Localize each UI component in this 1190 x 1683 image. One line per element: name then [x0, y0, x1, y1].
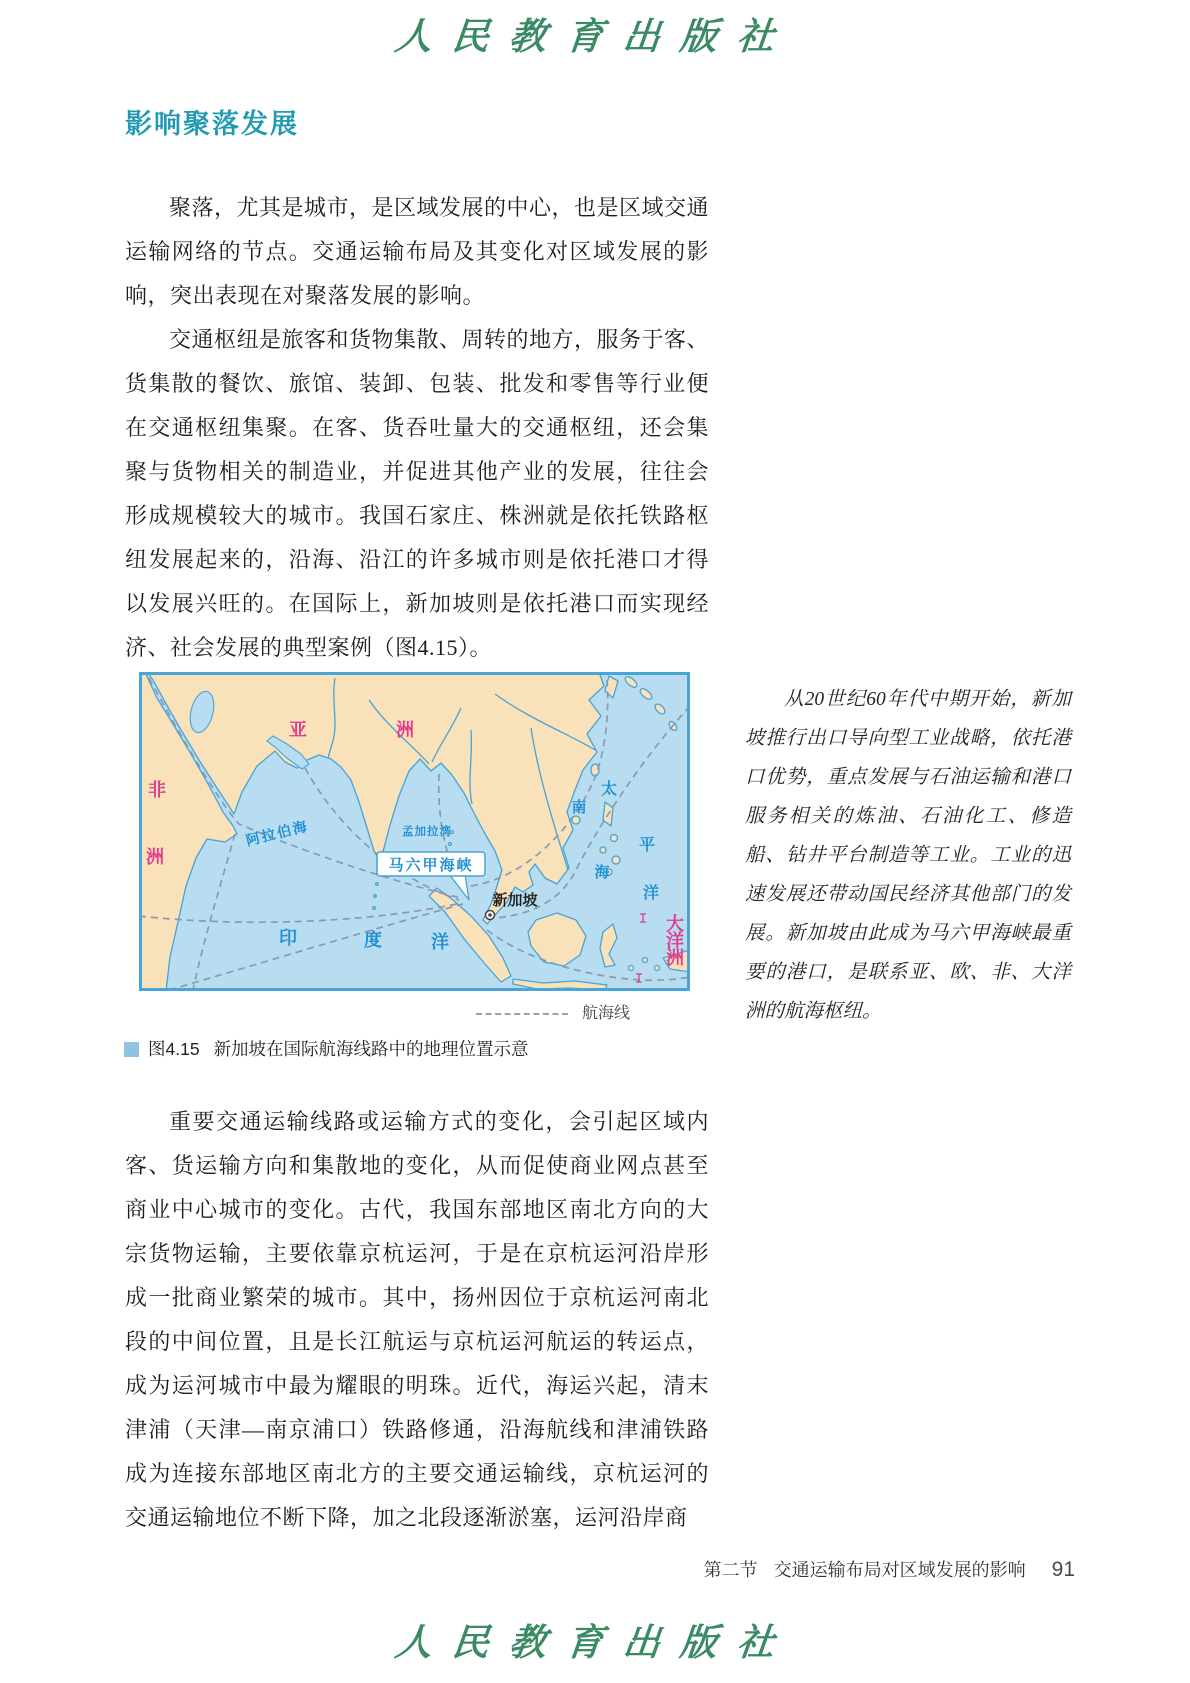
philippine-island-1 [611, 835, 618, 842]
indian-ocean-label-2: 度 [364, 930, 382, 950]
singapore-dot-inner [488, 913, 492, 917]
south-china-sea-label-1: 南 [571, 799, 587, 816]
molucca-island-1 [629, 966, 634, 971]
footer-section-label: 第二节 [703, 1560, 758, 1580]
arabian-sea-label: 阿拉伯海 [244, 817, 311, 849]
africa-label-2: 洲 [146, 847, 164, 867]
oceania-label-3: 洲 [666, 948, 684, 968]
oceania-label-2: 洋 [666, 931, 684, 951]
caption-number: 图4.15 [148, 1039, 200, 1059]
asia-label-1: 亚 [289, 720, 307, 740]
oceania-label-1: 大 [666, 914, 684, 934]
maldive-dot-1 [376, 883, 379, 886]
route-dash-icon [476, 1013, 568, 1015]
philippine-island-3 [612, 856, 620, 864]
sidebar-note: 从20世纪60年代中期开始，新加坡推行出口导向型工业战略，依托港口优势，重点发展与石油运输和港口服务相关的炼油、石油化工、修造船、钻井平台制造等工业。工业的迅速发展还带动国民经济其他部门的发展。新加坡由此成为马六甲海峡最重要的港口，是联系亚、欧、非、大洋洲的航海枢纽。 [745, 689, 1071, 1022]
philippine-island-2 [600, 847, 606, 853]
page-number: 91 [1051, 1558, 1075, 1581]
publisher-logo-top: 人民教育出版社 [392, 14, 797, 58]
pacific-label-3: 洋 [642, 885, 660, 902]
figure-caption [124, 1036, 529, 1061]
pacific-label-1: 太 [600, 781, 618, 798]
indian-ocean-label-3: 洋 [431, 932, 449, 952]
caption-square-icon [124, 1042, 139, 1057]
asia-label-2: 洲 [396, 720, 414, 740]
indian-ocean-label-1: 印 [279, 928, 297, 948]
map-legend [139, 1000, 690, 1023]
singapore-label: 新加坡 [492, 892, 538, 909]
strait-of-malacca-label: 马六甲海峡 [388, 857, 474, 874]
section-heading: 影响聚落发展 [125, 109, 299, 139]
south-china-sea-label-2: 海 [594, 864, 610, 881]
page-footer [125, 1556, 1075, 1582]
footer-chapter-title: 交通运输布局对区域发展的影响 [773, 1560, 1026, 1580]
paragraph-1: 聚落，尤其是城市，是区域发展的中心，也是区域交通运输网络的节点。交通运输布局及其变化对区域发展的影响，突出表现在对聚落发展的影响。 [125, 195, 710, 308]
legend-label: 航海线 [581, 1005, 630, 1022]
paragraph-2: 交通枢纽是旅客和货物集散、周转的地方，服务于客、货集散的餐饮、旅馆、装卸、包装、批发和零售等行业便在交通枢纽集聚。在客、货吞吐量大的交通枢纽，还会集聚与货物相关的制造业，并促进其他产业的发展，往往会形成规模较大的城市。我国石家庄、株洲就是依托铁路枢纽发展起来的，沿海、沿江的许多城市则是依托港口才得以发展兴旺的。在国际上，新加坡则是依托港口而实现经济、社会发展的典型案例（图4.15）。 [125, 327, 710, 660]
molucca-island-3 [655, 966, 660, 971]
main-text-column [125, 186, 709, 670]
bay-of-bengal-label: 孟加拉湾 [402, 826, 452, 838]
andaman-dot-2 [449, 843, 452, 846]
paragraph-3: 重要交通运输线路或运输方式的变化，会引起区域内客、货运输方向和集散地的变化，从而促使商业网点甚至商业中心城市的变化。古代，我国东部地区南北方向的大宗货物运输，主要依靠京杭运河，于是在京杭运河沿岸形成一批商业繁荣的城市。其中，扬州因位于京杭运河南北段的中间位置，且是长江航运与京杭运河航运的转运点，成为运河城市中最为耀眼的明珠。近代，海运兴起，清末津浦（天津—南京浦口）铁路修通，沿海航线和津浦铁路成为连接东部地区南北方的主要交通运输线，京杭运河的交通运输地位不断下降，加之北段逐渐淤塞，运河沿岸商 [125, 1109, 709, 1530]
molucca-island-2 [643, 958, 648, 963]
caption-text: 新加坡在国际航海线路中的地理位置示意 [213, 1039, 529, 1059]
pacific-label-2: 平 [638, 837, 656, 854]
publisher-logo-bottom: 人民教育出版社 [392, 1620, 797, 1664]
maldive-dot-2 [374, 895, 377, 898]
maldive-dot-3 [373, 907, 376, 910]
map-svg [139, 672, 690, 991]
africa-label-1: 非 [148, 780, 166, 800]
lower-text-column [125, 1100, 709, 1540]
figure-4-15-map [139, 672, 690, 991]
taiwan-island [591, 764, 599, 776]
